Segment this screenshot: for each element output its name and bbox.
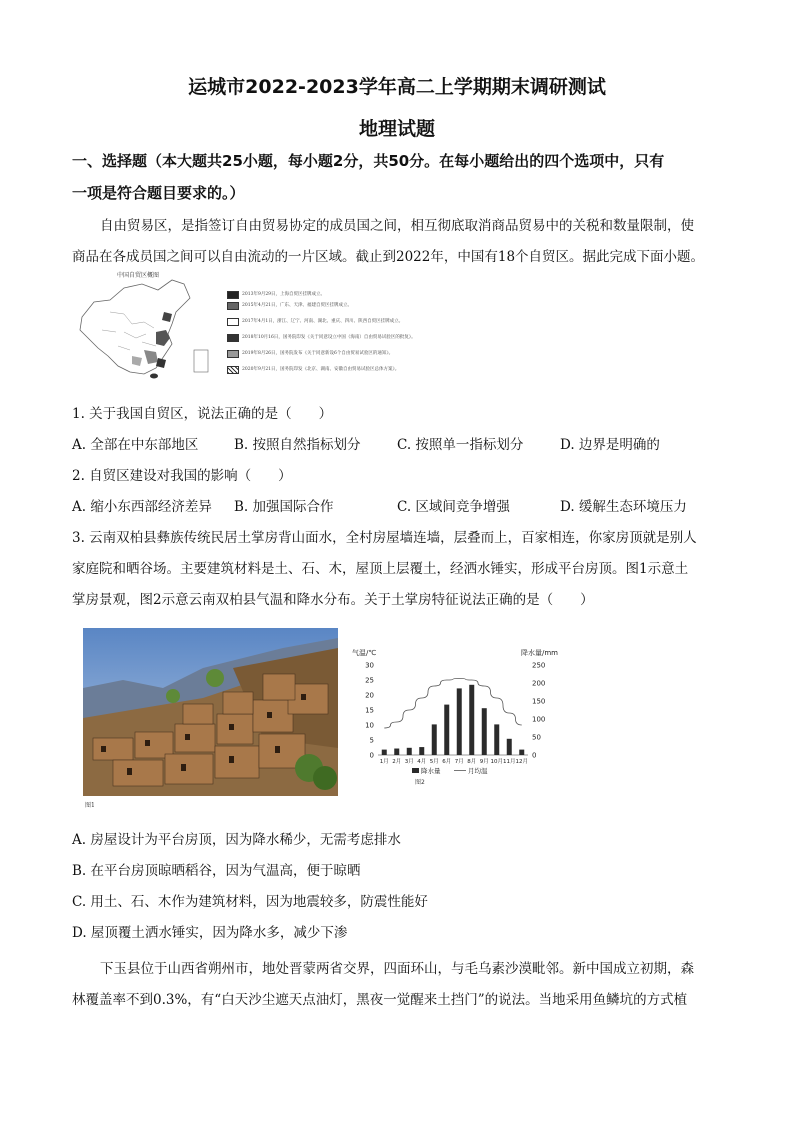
q1-option-b: B. 按照自然指标划分: [234, 437, 361, 453]
china-ftz-map: [72, 272, 416, 382]
x-tick-label: 4月: [417, 759, 427, 765]
precip-bar: [457, 688, 462, 755]
q3-option-d: D. 屋顶覆土洒水锤实，因为降水多，减少下渗: [72, 925, 348, 941]
x-tick-label: 2月: [392, 759, 402, 765]
q1-stem: 1. 关于我国自贸区，说法正确的是（ ）: [72, 406, 333, 422]
right-tick-label: 200: [532, 679, 546, 688]
x-tick-label: 11月: [503, 759, 516, 765]
climate-chart-svg: [350, 645, 560, 795]
page-title: 运城市2022-2023学年高二上学期期末调研测试: [188, 76, 606, 98]
legend-swatch-2: [227, 302, 239, 310]
x-tick-label: 9月: [479, 759, 489, 765]
legend-precip-label: 降水量: [421, 767, 441, 775]
y-axis-left-label: 气温/℃: [352, 649, 377, 657]
legend-swatch-5: [227, 350, 239, 358]
y-axis-right-label: 降水量/mm: [521, 649, 558, 657]
legend-precip-swatch: [412, 768, 419, 773]
tuzhang-house-photo: [83, 628, 338, 796]
legend-item-3: 2017年4月1日，浙江、辽宁、河南、湖北、重庆、四川、陕西自贸区挂牌成立。: [242, 319, 404, 324]
precip-bar: [382, 750, 387, 755]
q3-option-c: C. 用土、石、木作为建筑材料，因为地震较多，防震性能好: [72, 894, 428, 910]
left-tick-label: 5: [369, 736, 374, 745]
q2-option-d: D. 缓解生态环境压力: [560, 499, 687, 515]
page-subtitle: 地理试题: [358, 118, 435, 140]
figure1-caption: 图1: [85, 802, 95, 809]
legend-item-5: 2019年8月26日，国务院发布《关于同意新设6个自由贸易试验区的通知》。: [242, 351, 394, 356]
q1-option-c: C. 按照单一指标划分: [397, 437, 524, 453]
q3-stem-line3: 掌房景观，图2示意云南双柏县气温和降水分布。关于土掌房特征说法正确的是（ ）: [72, 592, 594, 608]
precip-bar: [394, 749, 399, 755]
legend-item-4: 2018年10月16日，国务院印发《关于同意设立中国（海南）自由贸易试验区的批复》。: [242, 335, 416, 340]
x-tick-label: 5月: [429, 759, 439, 765]
precip-bar: [419, 747, 424, 755]
legend-item-1: 2013年9月29日，上海自贸区挂牌成立。: [242, 292, 326, 297]
precip-bar: [407, 748, 412, 755]
intro-line1: 自由贸易区，是指签订自由贸易协定的成员国之间，相互彻底取消商品贸易中的关税和数量限制，使: [100, 218, 694, 234]
temperature-line: [384, 679, 522, 729]
right-tick-label: 150: [532, 697, 546, 706]
legend-swatch-3: [227, 318, 239, 326]
precip-bar: [444, 705, 449, 755]
left-tick-label: 10: [365, 721, 374, 730]
section-heading-line2: 一项是符合题目要求的。）: [72, 184, 245, 202]
legend-temp-label: 月均温: [468, 767, 488, 775]
x-tick-label: 1月: [379, 759, 389, 765]
right-tick-label: 250: [532, 661, 546, 670]
right-tick-label: 0: [532, 751, 537, 760]
right-tick-label: 50: [532, 733, 541, 742]
map-title: 中国自贸区概图: [117, 272, 160, 279]
q2-option-c: C. 区域间竞争增强: [397, 499, 510, 515]
figure2-caption: 图2: [415, 779, 425, 786]
q2-stem: 2. 自贸区建设对我国的影响（ ）: [72, 468, 292, 484]
precip-bar: [469, 685, 474, 755]
legend-item-6: 2020年9月21日，国务院印发《北京、湖南、安徽自由贸易试验区总体方案》。: [242, 367, 400, 372]
x-tick-label: 12月: [515, 759, 528, 765]
q2-option-b: B. 加强国际合作: [234, 499, 334, 515]
q2-option-a: A. 缩小东西部经济差异: [72, 499, 212, 515]
q1-option-a: A. 全部在中东部地区: [72, 437, 199, 453]
left-tick-label: 0: [369, 751, 374, 760]
left-tick-label: 30: [365, 661, 374, 670]
climate-chart: [350, 645, 560, 795]
x-tick-label: 6月: [442, 759, 452, 765]
q3-stem-line1: 3. 云南双柏县彝族传统民居土掌房背山面水，全村房屋墙连墙，层叠而上，百家相连，你家房顶就是别人: [72, 530, 697, 546]
x-tick-label: 7月: [454, 759, 464, 765]
precip-bar: [482, 708, 487, 755]
legend-swatch-1: [227, 291, 239, 299]
x-tick-label: 10月: [490, 759, 503, 765]
q3-stem-line2: 家庭院和晒谷场。主要建筑材料是土、石、木，屋顶上层覆土，经洒水锤实，形成平台房顶。图1示意土: [72, 561, 689, 577]
intro-line2: 商品在各成员国之间可以自由流动的一片区域。截止到2022年，中国有18个自贸区。据此完成下面小题。: [72, 249, 705, 265]
legend-swatch-6: [227, 366, 239, 374]
precip-bar: [519, 750, 524, 755]
x-tick-label: 8月: [467, 759, 477, 765]
right-tick-label: 100: [532, 715, 546, 724]
precip-bar: [507, 739, 512, 755]
precip-bar: [494, 724, 499, 755]
passage2-line2: 林覆盖率不到0.3%，有“白天沙尘遮天点油灯，黑夜一觉醒来土挡门”的说法。当地采用鱼鳞坑的方式植: [72, 992, 688, 1008]
x-tick-label: 3月: [404, 759, 414, 765]
passage2-line1: 下玉县位于山西省朔州市，地处晋蒙两省交界，四面环山，与毛乌素沙漠毗邻。新中国成立初期，森: [100, 961, 694, 977]
left-tick-label: 25: [365, 676, 374, 685]
left-tick-label: 20: [365, 691, 374, 700]
section-heading-line1: 一、选择题（本大题共25小题，每小题2分，共50分。在每小题给出的四个选项中，只有: [72, 152, 665, 170]
legend-swatch-4: [227, 334, 239, 342]
legend-item-2: 2015年4月21日，广东、天津、福建自贸区挂牌成立。: [242, 303, 353, 308]
q3-option-a: A. 房屋设计为平台房顶，因为降水稀少，无需考虑排水: [72, 832, 401, 848]
q3-option-b: B. 在平台房顶晾晒稻谷，因为气温高，便于晾晒: [72, 863, 361, 879]
left-tick-label: 15: [365, 706, 374, 715]
q1-option-d: D. 边界是明确的: [560, 437, 660, 453]
precip-bar: [432, 724, 437, 755]
